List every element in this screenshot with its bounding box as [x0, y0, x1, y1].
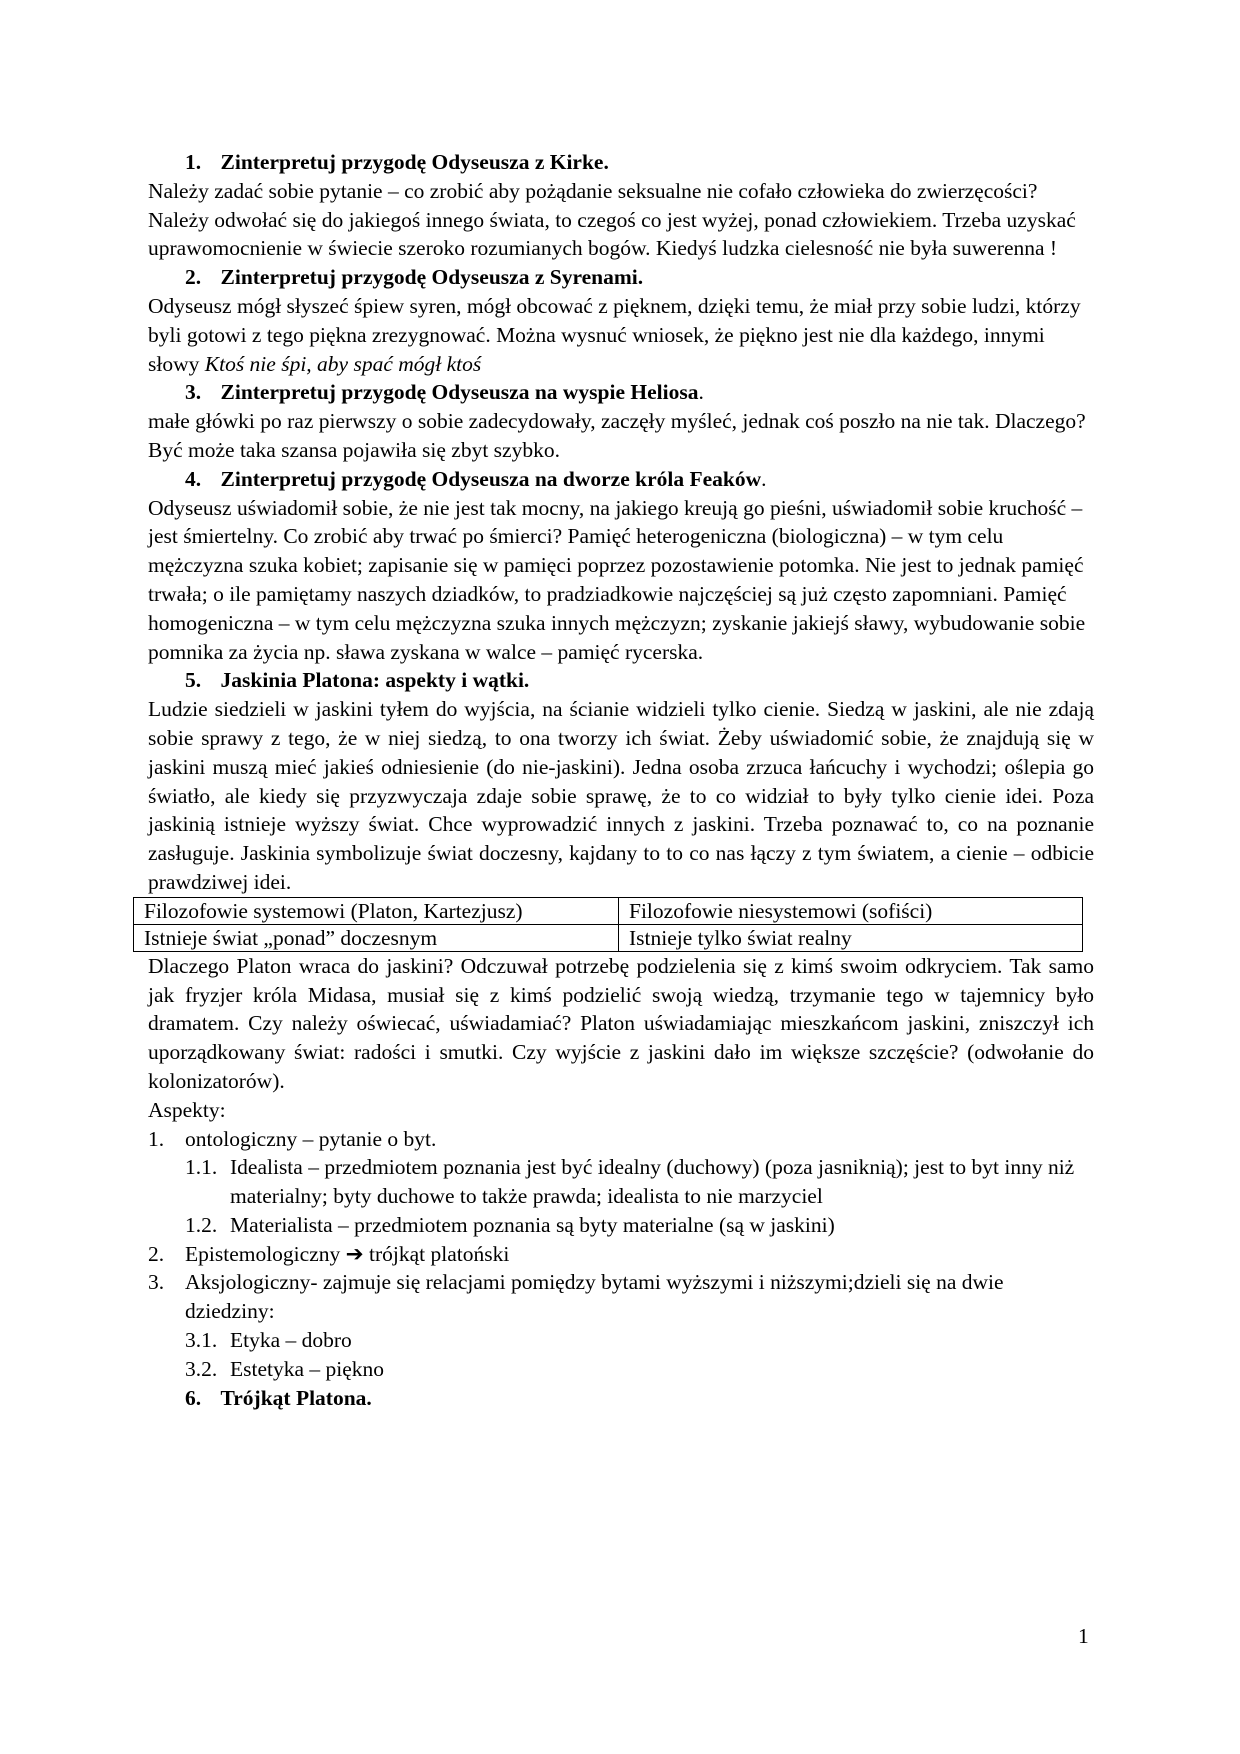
section-number: 2.	[185, 265, 202, 290]
list-number: 1.2.	[185, 1212, 218, 1237]
section-body-5: Ludzie siedzieli w jaskini tyłem do wyjścia, na ścianie widzieli tylko cienie. Siedzą w jaskini, ale nie zdają sobie sprawy z tego, że w niej siedzą, to ona tworzy ich świat. Żeby uświadomić sobie, że znajdują się w jaskini muszą mieć jakieś odniesienie (do nie-jaskini). Jedna osoba zrzuca łańcuchy i wychodzi; oślepia go światło, ale kiedy się przyzwyczaja zdaje sobie sprawę, że to co widział to były tylko cienie idei. Poza jaskinią istnieje wyższy świat. Chce wyprowadzić innych z jaskini. Trzeba poznawać to, co na poznanie zasługuje. Jaskinia symbolizuje świat doczesny, kajdany to to co nas łączy z tym światem, a cienie – odbicie prawdziwej idei.	[148, 697, 1094, 894]
section-title: Zinterpretuj przygodę Odyseusza z Syrenami.	[220, 265, 644, 290]
list-text: Aksjologiczny- zajmuje się relacjami pomiędzy bytami wyższymi i niższymi;dzieli się na dwie dziedziny:	[185, 1270, 1004, 1324]
section-title: Zinterpretuj przygodę Odyseusza na wyspie Heliosa	[220, 380, 699, 405]
list-text: Estetyka – piękno	[230, 1356, 385, 1381]
list-number: 1.1.	[185, 1155, 218, 1180]
aspect-item-2	[148, 1240, 1094, 1269]
section-number: 6.	[185, 1385, 202, 1410]
section-number: 1.	[185, 150, 202, 174]
title-suffix: .	[698, 380, 704, 405]
section-heading-3	[148, 378, 1094, 407]
comparison-table	[133, 897, 1083, 952]
list-number: 3.2.	[185, 1356, 218, 1381]
list-number: 3.1.	[185, 1328, 218, 1353]
aspect-item-1	[148, 1125, 1094, 1154]
section-heading-6	[148, 1384, 1094, 1413]
list-text: Idealista – przedmiotem poznania jest być idealny (duchowy) (poza jasniknią); jest to byt inny niż materialny; byty duchowe to także prawda; idealista to nie marzyciel	[230, 1155, 1075, 1209]
section-body-3: małe główki po raz pierwszy o sobie zadecydowały, zaczęły myśleć, jednak coś poszło na nie tak. Dlaczego? Być może taka szansa pojawiła się zbyt szybko.	[148, 409, 1086, 462]
aspect-item-3-2	[148, 1355, 1094, 1384]
title-suffix: .	[761, 466, 767, 491]
table-cell: Filozofowie niesystemowi (sofiści)	[619, 897, 1083, 924]
document-page	[144, 148, 1094, 1412]
table-row	[134, 897, 1083, 924]
page-number: 1	[1078, 1624, 1089, 1648]
section-number: 5.	[185, 668, 202, 693]
table-cell: Istnieje świat „ponad” doczesnym	[134, 924, 619, 951]
italic-quote: Ktoś nie śpi, aby spać mógł ktoś	[204, 351, 482, 376]
aspect-item-1-1	[148, 1153, 1094, 1211]
after-table-paragraph: Dlaczego Platon wraca do jaskini? Odczuwał potrzebę podzielenia się z kimś swoim odkryciem. Tak samo jak fryzjer króla Midasa, musiał się z kimś podzielić swoją wiedzą, trzymanie tego w tajemnicy było dramatem. Czy należy oświecać, uświadamiać? Platon uświadamiając mieszkańcom jaskini, zniszczył ich uporządkowany świat: radości i smutki. Czy wyjście z jaskini dało im większe szczęście? (odwołanie do kolonizatorów).	[148, 953, 1094, 1093]
section-heading-2	[148, 263, 1094, 292]
list-text: Etyka – dobro	[230, 1328, 352, 1353]
section-heading-5	[148, 666, 1094, 695]
table-row	[134, 924, 1083, 951]
list-number: 3.	[148, 1270, 165, 1295]
arrow-icon: ➔	[345, 1241, 364, 1266]
aspects-label: Aspekty:	[148, 1097, 226, 1122]
list-text: ontologiczny – pytanie o byt.	[185, 1126, 437, 1151]
section-title: Zinterpretuj przygodę Odyseusza na dworze króla Feaków	[220, 466, 762, 491]
aspect-item-1-2	[148, 1211, 1094, 1240]
aspect-item-3	[148, 1268, 1094, 1326]
section-title: Trójkąt Platona.	[220, 1385, 372, 1410]
list-text: Materialista – przedmiotem poznania są byty materialne (są w jaskini)	[230, 1212, 835, 1237]
section-number: 4.	[185, 466, 202, 491]
list-text: trójkąt platoński	[369, 1241, 510, 1266]
section-body-4: Odyseusz uświadomił sobie, że nie jest tak mocny, na jakiego kreują go pieśni, uświadomił sobie kruchość – jest śmiertelny. Co zrobić aby trwać po śmierci? Pamięć heterogeniczna (biologiczna) – w tym celu mężczyzna szuka kobiet; zapisanie się w pamięci poprzez pozostawienie potomka. Nie jest to jednak pamięć trwała; o ile pamiętamy naszych dziadków, to pradziadkowie najczęściej są już często zapomniani. Pamięć homogeniczna – w tym celu mężczyzna szuka innych mężczyzn; zyskanie jakiejś sławy, wybudowanie sobie pomnika za życia np. sława zyskana w walce – pamięć rycerska.	[148, 495, 1086, 664]
list-number: 2.	[148, 1241, 165, 1266]
table-cell: Filozofowie systemowi (Platon, Kartezjusz)	[134, 897, 619, 924]
body-text: Odyseusz mógł słyszeć śpiew syren, mógł obcować z pięknem, dzięki temu, że miał przy sobie ludzi, którzy byli gotowi z tego piękna zrezygnować. Można wysnuć wniosek, że piękno jest nie dla każdego, innymi słowy	[148, 293, 1081, 376]
section-body-1: Należy zadać sobie pytanie – co zrobić aby pożądanie seksualne nie cofało człowieka do zwierzęcości? Należy odwołać się do jakiegoś innego świata, to czegoś co jest wyżej, ponad człowiekiem. Trzeba uzyskać uprawomocnienie w świecie szeroko rozumianych bogów. Kiedyś ludzka cielesność nie była suwerenna !	[148, 178, 1076, 261]
aspect-item-3-1	[148, 1326, 1094, 1355]
section-number: 3.	[185, 380, 202, 405]
list-number: 1.	[148, 1126, 165, 1151]
section-heading-4	[148, 465, 1094, 494]
section-heading-1	[148, 148, 1094, 177]
table-cell: Istnieje tylko świat realny	[619, 924, 1083, 951]
list-text: Epistemologiczny	[185, 1241, 341, 1266]
section-title: Jaskinia Platona: aspekty i wątki.	[220, 668, 530, 693]
section-title: Zinterpretuj przygodę Odyseusza z Kirke.	[220, 150, 609, 174]
section-body-2	[148, 292, 1094, 378]
